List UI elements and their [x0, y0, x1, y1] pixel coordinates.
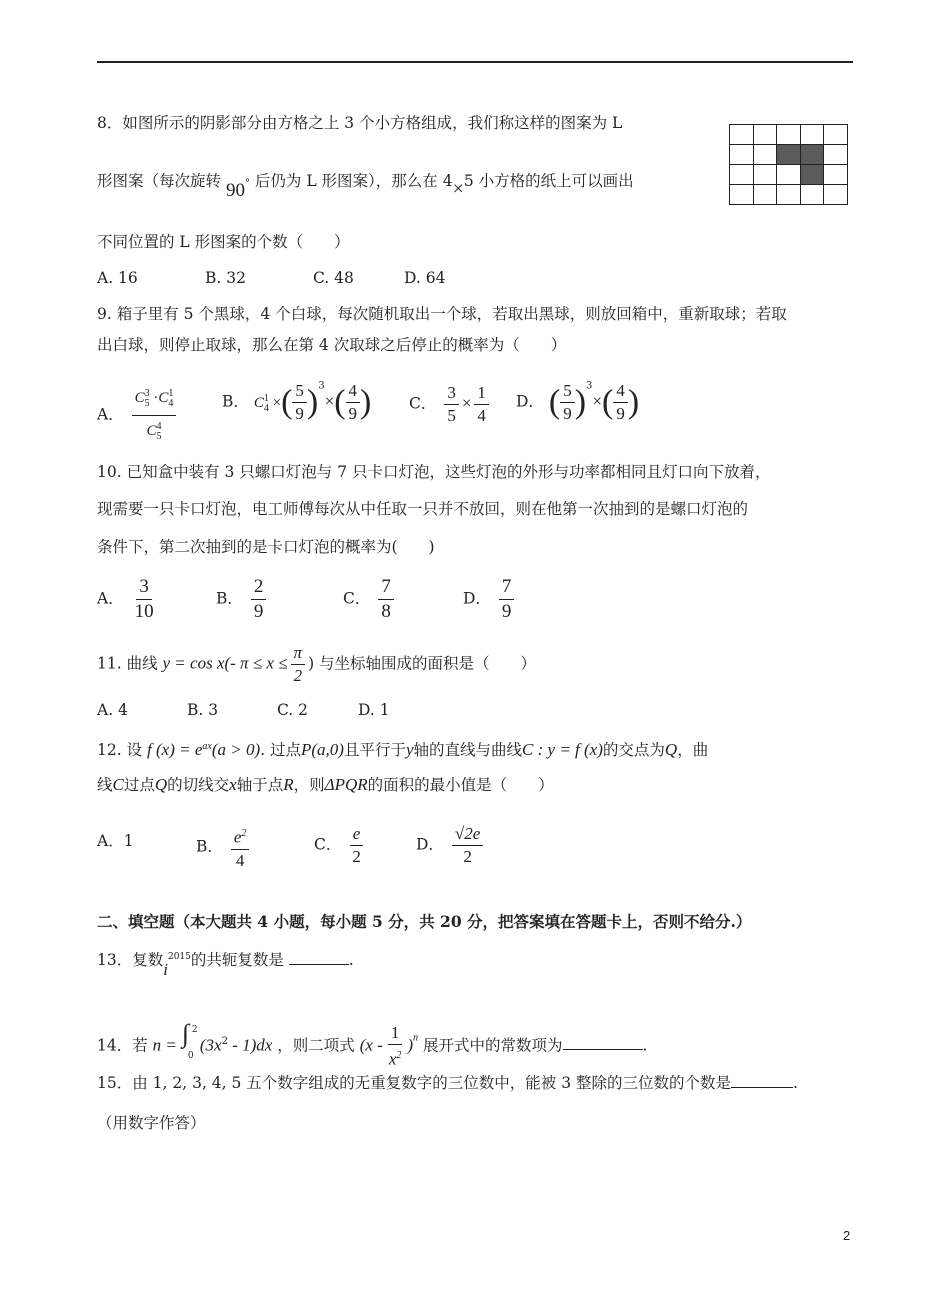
q12-line2f: 的面积的最小值是（ ）: [367, 776, 554, 794]
q8-degree: °: [244, 178, 250, 189]
q12-d-den: 2: [463, 847, 472, 866]
q10-option-d: [463, 575, 517, 624]
q11-pi: π: [291, 642, 306, 665]
q9-line1: 9. 箱子里有 5 个黑球，4 个白球，每次随机取出一个球，若取出黑球，则放回箱中，重新取球；若取: [97, 305, 787, 323]
q10-option-a: [97, 575, 160, 624]
q14-sq: 2: [221, 1036, 228, 1048]
q9-line2: 出白球，则停止取球，那么在第 4 次取球之后停止的概率为（ ）: [97, 336, 567, 354]
q15-end: .: [793, 1074, 798, 1092]
q9-label-d: D．: [516, 392, 544, 411]
q10-d-den: 9: [501, 601, 512, 622]
q14-open: (x -: [359, 1035, 383, 1055]
q10-line3: 条件下，第二次抽到的是卡口灯泡的概率为( ): [97, 538, 435, 556]
q10-a-den: 10: [134, 601, 154, 622]
q11-line: [97, 642, 536, 687]
q12-Q2: Q: [154, 775, 168, 794]
q14-suffix: 展开式中的常数项为: [422, 1036, 563, 1055]
q11-option-c: C. 2: [277, 701, 309, 719]
q15-text: 15．由 1, 2, 3, 4, 5 五个数字组成的无重复数字的三位数中，能被 3 整除的三位数的个数是: [97, 1074, 732, 1092]
q12-label-c: C．: [314, 835, 342, 854]
shaded-cell: [800, 165, 824, 185]
q15-answer-blank[interactable]: [731, 1087, 793, 1088]
q14-mid: ，则二项式: [277, 1036, 355, 1055]
q14-integral: ∫: [181, 1019, 189, 1049]
q14-answer-blank[interactable]: [563, 1049, 643, 1050]
q12-option-b: [196, 823, 252, 872]
q12-C2: C: [112, 775, 124, 794]
q14-close: ): [407, 1035, 414, 1055]
q9-option-a: [97, 383, 179, 448]
q14-upper: 2: [191, 1025, 198, 1036]
q12-ax: ax: [202, 741, 212, 752]
q13-i: i: [163, 960, 168, 980]
q12-c-den: 2: [352, 847, 361, 866]
q12-line1d: 轴的直线与曲线: [413, 741, 523, 760]
q8-option-d: D. 64: [404, 269, 446, 287]
section-2-heading: 二、填空题（本大题共 4 小题，每小题 5 分，共 20 分，把答案填在答题卡上，否则不给分.）: [97, 912, 752, 931]
q14-one: 1: [388, 1022, 403, 1045]
q13-exp: 2015: [167, 952, 191, 962]
q9-a-fraction: $\frac{C^3_5 \cdot C^1_4}{C^4_5}$: [132, 383, 177, 448]
q12-line1: [97, 737, 708, 760]
q10-line1: 10. 已知盒中装有 3 只螺口灯泡与 7 只卡口灯泡，这些灯泡的外形与功率都相同且灯口向下放着，: [97, 463, 771, 481]
q9-label-c: C．: [409, 394, 437, 413]
q12-line1e: 的交点为: [602, 741, 665, 760]
q13-line: [97, 947, 354, 980]
q11-option-d: D. 1: [358, 701, 390, 719]
q11-two: 2: [293, 666, 303, 685]
q13-end: .: [348, 951, 354, 970]
l-shape-grid: [729, 124, 848, 205]
q14-x2: x: [388, 1049, 397, 1069]
q12-line1b: . 过点: [260, 741, 301, 760]
q15-line1: [97, 1073, 798, 1093]
q11-option-b: B. 3: [187, 701, 219, 719]
q10-d-num: 7: [499, 575, 515, 600]
q8-times: ×: [452, 178, 464, 201]
q11-suffix: ) 与坐标轴围成的面积是（ ）: [308, 654, 537, 673]
q10-c-num: 7: [378, 575, 394, 600]
q10-b-num: 2: [251, 575, 267, 600]
q12-line2a: 线: [97, 776, 113, 794]
q12-C: C : y = f (x): [522, 740, 603, 760]
q12-b-den: 4: [235, 850, 245, 870]
q11-option-a: A. 4: [97, 701, 128, 719]
q14-line: [97, 1019, 648, 1071]
q12-option-d: [416, 823, 486, 868]
q12-cond: (a > 0): [211, 740, 261, 760]
q9-option-b: B． $C^1_4$ ×( $\frac{5}{9}$ )$^3$×( $\frac{4}{9}$ ): [222, 380, 372, 423]
q14-integrand: (3x: [199, 1035, 222, 1055]
q12-c-num: e: [350, 823, 364, 846]
q12-label-b: B．: [196, 837, 223, 856]
q13-prefix: 13．复数: [97, 951, 164, 970]
q13-suffix: 的共轭复数是: [190, 951, 284, 970]
q12-line1c: 且平行于: [343, 741, 406, 760]
q10-option-c: [343, 575, 397, 624]
q12-line2e: ，则: [293, 776, 325, 794]
q14-n: n =: [152, 1035, 177, 1055]
shaded-cell: [800, 145, 824, 165]
q14-end: .: [642, 1036, 648, 1055]
header-rule: [97, 61, 853, 63]
q12-line1f: ，曲: [677, 741, 709, 760]
q11-formula: y = cos x(- π ≤ x ≤: [162, 653, 288, 673]
q12-Q: Q: [664, 740, 678, 760]
q10-label-a: A．: [97, 589, 124, 608]
q9-label-a: A．: [97, 405, 124, 424]
q15-line2: （用数字作答）: [97, 1114, 206, 1132]
q12-d-num: √2e: [452, 823, 483, 846]
q10-c-den: 8: [381, 601, 391, 622]
q10-line2: 现需要一只卡口灯泡，电工师傅每次从中任取一只并不放回，则在他第一次抽到的是螺口灯泡的: [97, 500, 749, 518]
q13-answer-blank[interactable]: [289, 964, 349, 965]
q12-line1a: 12. 设: [97, 741, 143, 760]
q10-label-b: B．: [216, 589, 243, 608]
q9-label-b: B．: [222, 392, 249, 411]
q14-x2sup: 2: [396, 1050, 402, 1061]
q11-prefix: 11. 曲线: [97, 654, 158, 673]
q10-label-c: C．: [343, 589, 371, 608]
q12-line2b: 过点: [123, 776, 155, 794]
q12-fx: f (x) = e: [147, 740, 203, 760]
q8-line1: 8．如图所示的阴影部分由方格之上 3 个小方格组成，我们称这样的图案为 L: [97, 114, 623, 132]
q8-option-b: B. 32: [205, 269, 246, 287]
q12-x: x: [229, 775, 237, 794]
q10-label-d: D．: [463, 589, 491, 608]
q12-option-c: [314, 823, 367, 868]
q9-option-d: D． ( $\frac{5}{9}$ )$^3$×( $\frac{4}{9}$ ): [516, 380, 640, 423]
q8-line2a: 形图案（每次旋转: [97, 172, 222, 191]
q12-label-d: D．: [416, 835, 444, 854]
q12-y: y: [405, 740, 414, 760]
q12-line2: [97, 775, 554, 795]
q10-a-num: 3: [136, 575, 152, 600]
q12-line2d: 轴于点: [236, 776, 284, 794]
q14-nexp: n: [413, 1032, 419, 1044]
q8-rotation: 90: [225, 180, 245, 202]
q9-option-c: C． $\frac{3}{5}$ × $\frac{1}{4}$: [409, 382, 492, 427]
q10-option-b: [216, 575, 269, 624]
q14-lower: 0: [187, 1051, 194, 1062]
q12-b-num: e: [233, 827, 242, 847]
shaded-cell: [777, 145, 801, 165]
q8-line2c: 5 小方格的纸上可以画出: [463, 172, 634, 191]
q12-triangle: ΔPQR: [324, 775, 368, 794]
q14-prefix: 14．若: [97, 1036, 148, 1055]
q8-line3: 不同位置的 L 形图案的个数（ ）: [97, 233, 350, 251]
q8-option-a: A. 16: [97, 269, 138, 287]
q8-line2: [97, 168, 634, 202]
q12-line2c: 的切线交: [167, 776, 230, 794]
q12-P: P(a,0): [300, 740, 344, 760]
q8-line2b: 后仍为 L 形图案），那么在 4: [254, 172, 453, 191]
q10-b-den: 9: [253, 601, 264, 622]
page-number: 2: [843, 1228, 851, 1243]
q12-R: R: [283, 775, 294, 794]
q12-b-sup: 2: [241, 828, 247, 839]
q14-integrand2: - 1)dx: [227, 1035, 273, 1055]
q8-option-c: C. 48: [313, 269, 354, 287]
q12-option-a: A．1: [97, 832, 134, 850]
